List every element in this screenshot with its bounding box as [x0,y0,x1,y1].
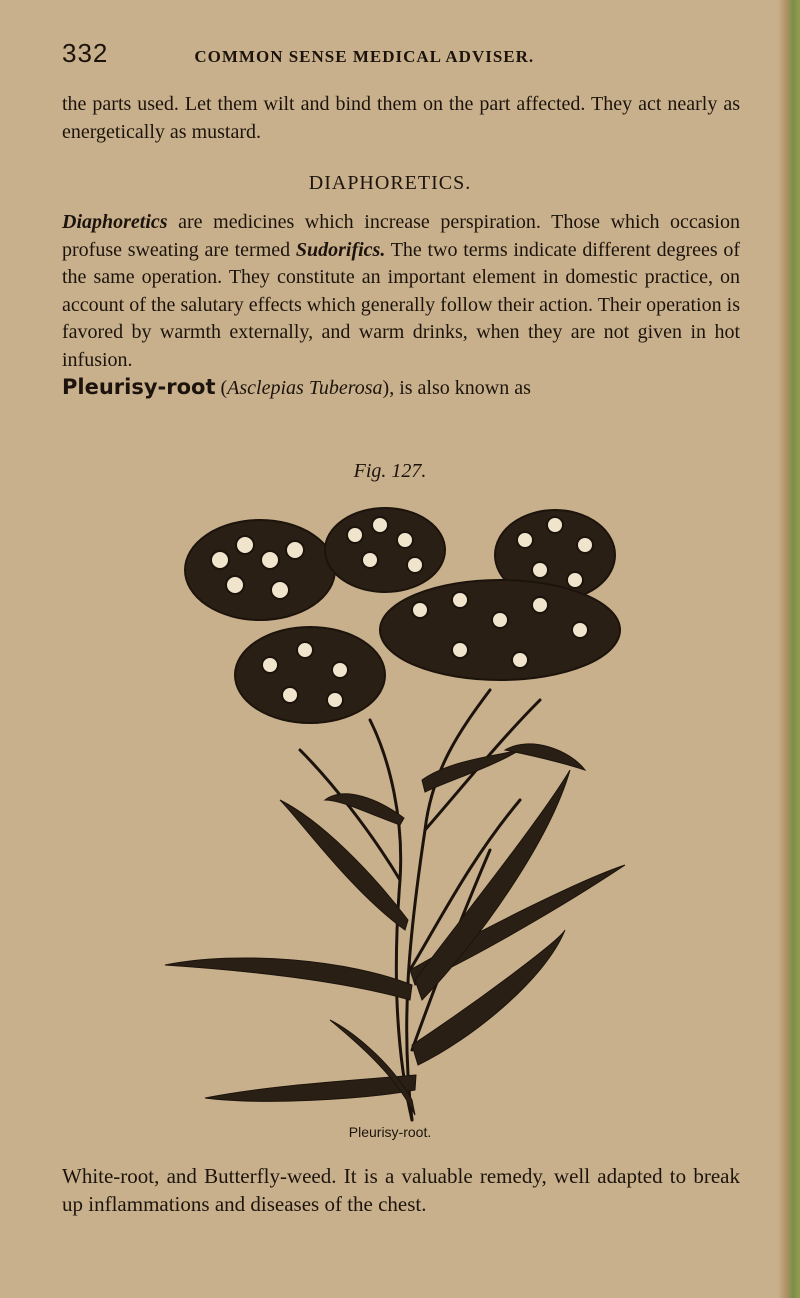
para2-text-b: The two terms indicate different degrees of the same operation. They constitute an important element in domestic practice, on account of the salutary effects which generally follow their action. Their operation is favored by warmth externally, and warm drinks, when they are not given in hot infusion. [62,238,741,371]
paren-open: ( [215,377,228,399]
term-sudorifics: Sudorifics. [295,238,386,261]
page-number: 332 [62,38,109,68]
section-heading: DIAPHORETICS. [308,172,472,194]
figure-caption: Pleurisy-root. [348,1124,432,1140]
figure-label: Fig. 127. [353,460,427,482]
plant-name: Pleurisy-root [62,375,216,399]
para2-text-c: ), is also known as [382,377,531,399]
latin-name: Asclepias Tuberosa [227,377,383,399]
running-head: COMMON SENSE MEDICAL ADVISER. [194,47,535,66]
page-header [62,38,722,69]
term-diaphoretics: Diaphoretics [62,211,168,233]
paragraph-2 [62,209,740,403]
paragraph-1: the parts used. Let them wilt and bind them on the part affected. They act nearly as energetically as mustard. [62,93,740,143]
paragraph-3: White-root, and Butterfly-weed. It is a valuable remedy, well adapted to break up inflammations and diseases of the chest. [62,1164,740,1216]
page-edge [778,0,800,1298]
para2-text-a: are medicines which increase perspiration. Those which occasion profuse sweating are termed [62,211,740,261]
pleurisy-root-illustration [160,500,640,1125]
